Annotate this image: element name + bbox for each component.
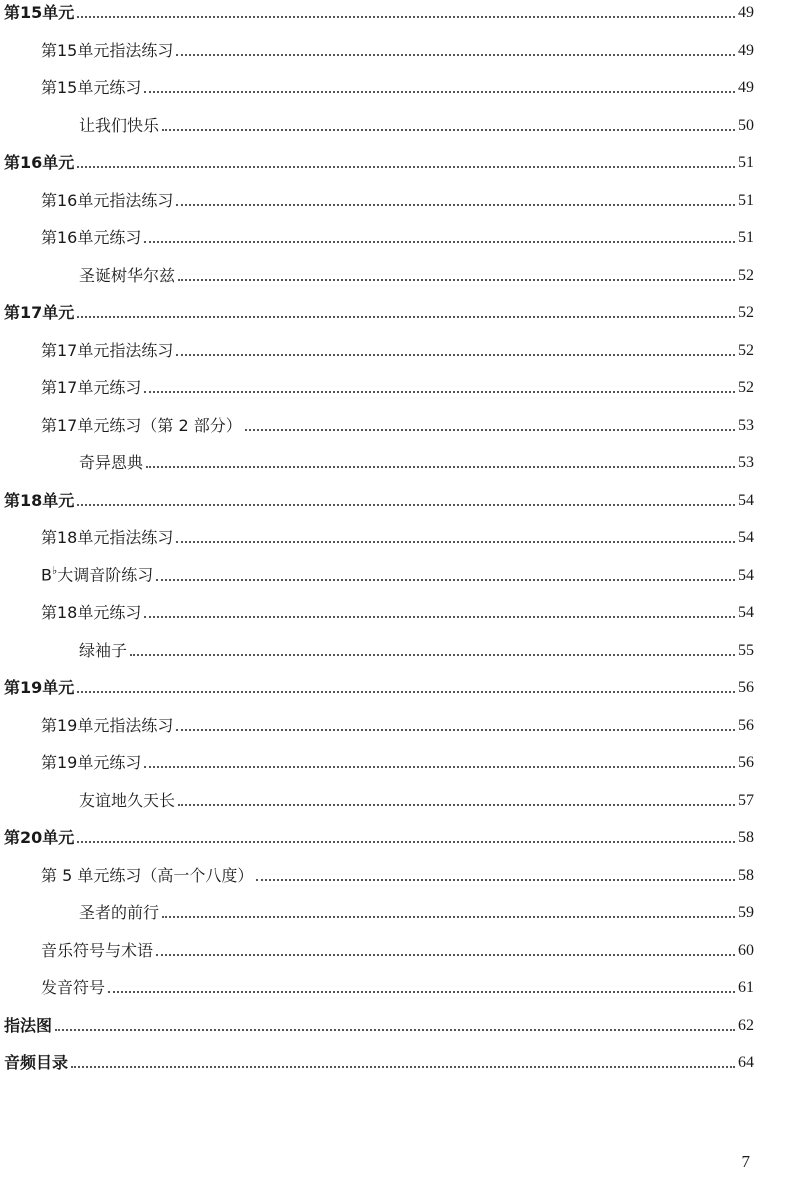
dot-leader — [77, 691, 735, 693]
toc-entry-title: 第18单元练习 — [41, 603, 142, 622]
toc-entry-page: 52 — [738, 379, 754, 396]
toc-entry-title: 第16单元练习 — [41, 228, 142, 247]
toc-entry-page: 54 — [738, 529, 754, 546]
toc-subsection-entry[interactable] — [41, 860, 754, 886]
toc-entry-page: 52 — [738, 341, 754, 359]
toc-entry-title: 第16单元指法练习 — [41, 190, 174, 210]
toc-entry-page: 51 — [738, 191, 754, 209]
toc-entry-page: 54 — [738, 566, 754, 584]
dot-leader — [162, 129, 735, 131]
dot-leader — [176, 204, 735, 206]
toc-entry-title: 第20单元 — [4, 828, 75, 847]
dot-leader — [162, 916, 735, 918]
toc-section-entry[interactable] — [4, 1010, 754, 1036]
toc-entry-title: 第16单元 — [4, 153, 75, 172]
toc-section-entry[interactable] — [4, 0, 754, 23]
toc-subsection-entry[interactable] — [41, 597, 754, 623]
toc-entry-page: 55 — [738, 641, 754, 659]
toc-subsection-entry[interactable] — [41, 710, 754, 736]
toc-entry-title: 第19单元指法练习 — [41, 715, 174, 735]
toc-song-entry[interactable] — [79, 785, 754, 811]
toc-subsection-entry[interactable] — [41, 35, 754, 61]
toc-entry-page: 62 — [738, 1016, 754, 1034]
toc-entry-page: 58 — [738, 829, 754, 846]
toc-entry-page: 56 — [738, 754, 754, 771]
toc-entry-page: 64 — [738, 1054, 754, 1071]
toc-entry-page: 56 — [738, 679, 754, 696]
toc-section-entry[interactable] — [4, 822, 754, 848]
dot-leader — [176, 54, 735, 56]
toc-section-entry[interactable] — [4, 485, 754, 511]
page-number: 7 — [741, 1152, 750, 1171]
toc-entry-page: 52 — [738, 266, 754, 284]
dot-leader — [108, 991, 735, 993]
toc-entry-title: 绿袖子 — [79, 640, 128, 660]
dot-leader — [144, 766, 735, 768]
toc-subsection-entry[interactable] — [41, 747, 754, 773]
toc-song-entry[interactable] — [79, 260, 754, 286]
toc-entry-title: 第18单元指法练习 — [41, 528, 174, 547]
toc-subsection-entry[interactable] — [41, 522, 754, 548]
dot-leader — [176, 729, 735, 731]
dot-leader — [256, 879, 735, 881]
toc-song-entry[interactable] — [79, 897, 754, 923]
toc-entry-page: 49 — [738, 41, 754, 59]
toc-song-entry[interactable] — [79, 110, 754, 136]
toc-entry-title: 第19单元 — [4, 678, 75, 697]
toc-entry-title: B♭大调音阶练习 — [41, 564, 154, 585]
dot-leader — [176, 541, 735, 543]
dot-leader — [144, 391, 735, 393]
toc-entry-page: 57 — [738, 791, 754, 809]
dot-leader — [144, 91, 735, 93]
toc-subsection-entry[interactable] — [41, 935, 754, 961]
dot-leader — [55, 1029, 735, 1031]
dot-leader — [144, 241, 735, 243]
dot-leader — [245, 429, 735, 431]
dot-leader — [130, 654, 735, 656]
toc-entry-title: 第19单元练习 — [41, 753, 142, 772]
toc-section-entry[interactable] — [4, 1047, 754, 1073]
toc-entry-title: 圣诞树华尔兹 — [79, 265, 176, 285]
toc-entry-page: 53 — [738, 454, 754, 471]
toc-entry-title: 让我们快乐 — [79, 115, 160, 135]
toc-entry-page: 61 — [738, 979, 754, 996]
toc-subsection-entry[interactable] — [41, 560, 754, 586]
dot-leader — [146, 466, 735, 468]
toc-entry-page: 51 — [738, 229, 754, 246]
dot-leader — [77, 16, 735, 18]
toc-section-entry[interactable] — [4, 147, 754, 173]
toc-song-entry[interactable] — [79, 635, 754, 661]
toc-entry-title: 音频目录 — [4, 1053, 69, 1072]
toc-entry-page: 50 — [738, 116, 754, 134]
dot-leader — [178, 279, 735, 281]
toc-entry-page: 49 — [738, 4, 754, 21]
dot-leader — [77, 166, 735, 168]
dot-leader — [156, 579, 735, 581]
toc-subsection-entry[interactable] — [41, 222, 754, 248]
toc-song-entry[interactable] — [79, 447, 754, 473]
toc-section-entry[interactable] — [4, 672, 754, 698]
toc-section-entry[interactable] — [4, 297, 754, 323]
toc-entry-title: 第17单元练习（第 2 部分） — [41, 415, 242, 435]
toc-subsection-entry[interactable] — [41, 72, 754, 98]
toc-entry-page: 60 — [738, 941, 754, 959]
toc-entry-title: 音乐符号与术语 — [41, 940, 154, 960]
toc-entry-title: 发音符号 — [41, 978, 106, 997]
toc-entry-page: 49 — [738, 79, 754, 96]
dot-leader — [156, 954, 735, 956]
toc-entry-title: 第17单元 — [4, 303, 75, 322]
toc-subsection-entry[interactable] — [41, 972, 754, 998]
toc-entry-title: 友谊地久天长 — [79, 790, 176, 810]
toc-entry-page: 52 — [738, 304, 754, 321]
toc-entry-title: 圣者的前行 — [79, 903, 160, 922]
toc-entry-title: 第 5 单元练习（高一个八度） — [41, 865, 254, 885]
toc-subsection-entry[interactable] — [41, 335, 754, 361]
toc-subsection-entry[interactable] — [41, 410, 754, 436]
toc-entry-page: 51 — [738, 154, 754, 171]
toc-entry-page: 53 — [738, 416, 754, 434]
dot-leader — [77, 841, 735, 843]
toc-entry-title: 第15单元 — [4, 3, 75, 22]
toc-entry-title: 指法图 — [4, 1015, 53, 1035]
toc-entry-title: 第15单元指法练习 — [41, 40, 174, 60]
toc-entry-title: 第18单元 — [4, 490, 75, 510]
dot-leader — [178, 804, 735, 806]
dot-leader — [77, 504, 735, 506]
dot-leader — [71, 1066, 735, 1068]
dot-leader — [176, 354, 735, 356]
toc-entry-title: 第15单元练习 — [41, 78, 142, 97]
toc-entry-page: 56 — [738, 716, 754, 734]
toc-entry-title: 第17单元练习 — [41, 378, 142, 397]
dot-leader — [144, 616, 735, 618]
toc-subsection-entry[interactable] — [41, 185, 754, 211]
toc-entry-page: 58 — [738, 866, 754, 884]
toc-subsection-entry[interactable] — [41, 372, 754, 398]
dot-leader — [77, 316, 735, 318]
toc-entry-page: 54 — [738, 604, 754, 621]
toc-entry-page: 54 — [738, 491, 754, 509]
toc-entry-title: 奇异恩典 — [79, 453, 144, 472]
toc-entry-page: 59 — [738, 904, 754, 921]
toc-entry-title: 第17单元指法练习 — [41, 340, 174, 360]
